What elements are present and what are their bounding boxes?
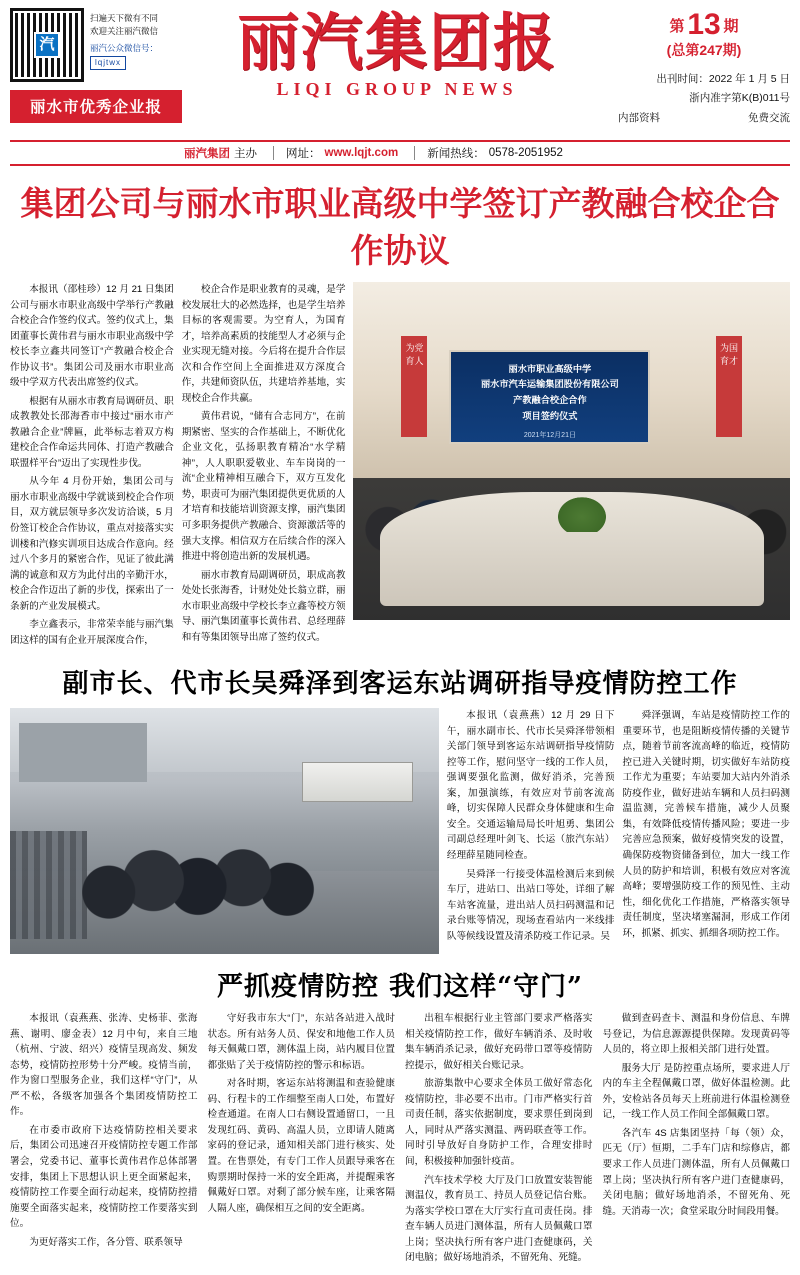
article3-column-3 [405, 1011, 593, 1269]
article2-column-2 [622, 708, 790, 954]
qr-caption-line2: 欢迎关注丽汽微信 [90, 25, 159, 36]
signing-ceremony-photo [353, 282, 790, 620]
qr-caption-line1: 扫遍天下微有不同 [90, 13, 159, 23]
paragraph: 根据有从丽水市教育局调研员、职成教教处长邵海香市中接过“丽水市产教融合企业”牌匾，此举标志着双方构建校企合作命运共同体、打造产教融合联盟样平台”迈出了实现性步伐。 [10, 395, 174, 469]
paragraph: 校企合作是职业教育的灵魂，是学校发展壮大的必然选择，也是学生培养目标的客观需要。为空育人，为国育才，培养高素质的技能型人才必须与企业实现无缝对接。今后将在提升合作层次和合作空间上全面推进双方深度合作，共建师资队伍，共建培养基地，实现校企合作共赢。 [181, 284, 346, 404]
photo-inspection-group [79, 792, 328, 935]
article3-column-2 [208, 1011, 396, 1269]
masthead-right [612, 8, 790, 136]
hotline-value: 0578-2051952 [488, 147, 563, 159]
info-bar [10, 140, 790, 166]
issue-prefix: 第 [669, 18, 685, 35]
article2-photo-wrap [10, 708, 439, 954]
hotline-label: 新闻热线： [427, 148, 485, 160]
qr-caption-line3: 丽汽公众微信号： [90, 42, 159, 53]
backdrop-line4: 项目签约仪式 [522, 410, 578, 421]
masthead [10, 8, 790, 136]
masthead-center [182, 8, 612, 136]
backdrop-line1: 丽水市职业高级中学 [508, 363, 592, 374]
paragraph: 对各时期，客运东站将测温和查验健康码、行程卡的工作细整至南人口处，布置好检查通道。在南人口右侧设置通留口，一且发现红码、黄码、高温人员，立即请人随离家码的登记录，通知相关部门进行核实、处置。在售票处，有专门工作人员跟导乘客在购票期时保持一米的安全距离，并提醒乘客佩戴好口罩。对剩了部分候车座，让乘客隔人隔人座，确保相互之间的安全距离。 [207, 1078, 395, 1214]
backdrop-line2: 丽水市汽车运输集团股份有限公司 [480, 379, 619, 390]
website-label: 网址： [286, 148, 321, 160]
article1-headline: 集团公司与丽水市职业高级中学签订产教融合校企合作协议 [20, 184, 780, 270]
qr-caption [90, 8, 182, 70]
photo-bicycles [10, 831, 87, 939]
article1-photo-wrap [353, 282, 790, 651]
paragraph: 李立鑫表示，非常荣幸能与丽汽集团这样的国有企业开展深度合作， [10, 619, 174, 646]
paragraph: 本报讯（袁燕燕）12 月 29 日下午，丽水副市长、代市长吴舜泽带领相关部门领导到客运东站调研指导疫情防控等工作，慰问坚守一线的工作人员，强调要强化监测，做好消杀，完善预案，加强演练，有效应对节前客流高峰，切实保障人民群众身体健康和生命安全。交通运输局局长叶旭勇、集团公司副总经理叶剑飞、长运（旅汽东站）经理薛星随同检查。 [446, 710, 615, 861]
excellent-enterprise-banner: 丽水市优秀企业报 [10, 90, 182, 123]
paragraph: 黄伟君说，“储有合志同方”，在前期紧密、坚实的合作基础上，不断优化企业文化，弘扬职教育精冶“水学精神”，人人职职爱敬业、车车岗岗的一流“企业精神相互融合下，双方互发化势，职责可为丽汽集团提供更优质的人才培育和技能培训资源支撑，丽汽集团可多职务提供产教融合、资源激活等的强大支撑。相信双方在后续合作的深入推进中将创造出新的发展机遇。 [181, 411, 346, 563]
paragraph: 丽水市教育局副调研员，职成高教处处长张海香，计财处处长翁立群，丽水市职业高级中学校长李立鑫等校方领导、丽汽集团董事长黄伟君、总经理薛和有等集团领导出席了签约仪式。 [181, 569, 346, 643]
article3-column-1 [10, 1011, 198, 1269]
photo-building [19, 723, 148, 782]
divider [273, 146, 274, 160]
article1-column-2 [182, 282, 346, 651]
qr-row [10, 8, 182, 82]
newspaper-title: 丽汽集团报 [236, 6, 557, 79]
paragraph: 从今年 4 月份开始，集团公司与丽水市职业高级中学就谈到校企合作项目，双方就层领导多次发访洽谈，5 月份签订校企合作协议，重点对接落实实训楼和汽修实训项目达成合作意向。经过八个多月的紧密合作，见证了彼此满满的诚意和双方为此付出的辛勤汗水，校企合作迈出了新的步伐，探索出了一条新的产业发展模式。 [10, 476, 174, 612]
free-label: 免费交流 [748, 111, 790, 124]
banner-right-text: 为国育才 [716, 336, 742, 437]
issue-suffix: 期 [723, 18, 739, 35]
stage-backdrop-screen [449, 350, 650, 445]
paragraph: 本报讯（邵桂珍）12 月 21 日集团公司与丽水市职业高级中学举行产教融合校企合作签约仪式。签约仪式上，集团董事长黄伟君与丽水市职业高级中学校长李立鑫共同签订“产教融合校企合作协议书”。集团公司及丽水市职业高级中学双方代表出席签约仪式。 [10, 284, 174, 389]
issue-line [618, 8, 790, 42]
wechat-id-chip: lqjtwx [90, 56, 126, 70]
article2-headline: 副市长、代市长吴舜泽到客运东站调研指导疫情防控工作 [62, 669, 738, 700]
paragraph: 汽车技术学校 大厅及门口放置安装智能测温仪，教育员工、持员人员登记信台账。为落实学校口罩在大厅实行直司责任岗。排查车辆人员进门测体温，所有人员佩戴口罩上岗；坚决执行所有客户进门查健康码，关闭电脑；做好场地消杀，不留死角、死缝。 [405, 1174, 593, 1264]
paragraph: 吴舜泽一行接受体温检测后来到候车厅，进站口、出站口等处，详细了解车站客流量，进出站人员扫码测温和记录台账等情况，现场查看站内一米线排队等候线设置及清杀防疫工作记录。吴 [446, 868, 615, 942]
backdrop-date: 2021年12月21日 [523, 432, 576, 440]
website-value[interactable]: www.lqjt.com [324, 147, 399, 159]
internal-label: 内部资料 [618, 111, 660, 124]
qr-code-icon[interactable] [10, 8, 84, 82]
license-number: 浙内准字第K(B)011号 [689, 92, 790, 105]
issue-number: 13 [687, 8, 721, 41]
paragraph: 本报讯（袁燕燕、张涛、史杨菲、张海燕、谢明、廖金表）12 月中旬，来自三地（杭州、宁波、绍兴）疫情呈现高发、频发态势，疫情防控形势十分严峻。疫情当前，作为窗口型服务企业，我们这样“守门”，从严不松，各级客加强各个集团疫情防控工作。 [10, 1013, 198, 1118]
paragraph: 守好我市东大“门”，东站各站进入战时状态。所有站务人员、保安和地他工作人员每天佩戴口罩，测体温上岗，站内履目位置都张贴了关于疫情防控的警示和标语。 [207, 1013, 395, 1071]
article3-column-4 [603, 1011, 791, 1269]
paragraph: 舜泽强调，车站是疫情防控工作的重要环节，也是阻断疫情传播的关键节点，随着节前客流高峰的临近，疫情防控已进入关键时期，切实做好车站防疫工作尤为重要；车站要加大站内外消杀防疫作业，做好进站车辆和人员扫码测温监测，完善候车措施，减少人员聚集，有效降低疫情传播风险；要进一步完善应急预案，做好疫情突发的设置，确保防疫物资储备到位，加大一线工作人员的防护和培训，积极有效应对客流高峰；要增强防疫工作的预见性、主动性，细化优化工作措施，严格落实领导责任制度，坚决堵塞漏洞，形成工作闭环，抓紧、抓实、抓细各项防控工作。 [622, 710, 790, 939]
article2-column-1 [447, 708, 615, 954]
issue-total: (总第247期) [666, 42, 742, 58]
article1-body [10, 282, 790, 651]
article2-body [10, 708, 790, 954]
newspaper-title-en: LIQI GROUP NEWS [276, 79, 518, 100]
photo-plant [554, 494, 610, 532]
backdrop-line3: 产教融合校企合作 [513, 394, 587, 405]
street-inspection-photo [10, 708, 439, 954]
publish-date: 出刊时间：2022 年 1 月 5 日 [656, 73, 790, 85]
banner-left-text: 为党育人 [401, 336, 427, 437]
article3-body [10, 1011, 790, 1269]
paragraph: 服务大厅 是防控重点场所，要求进人厅内的车主全程佩戴口罩，做好体温检测。此外，安检站各员每天上班前进行体温检测登记，一线工作人员工作间全部佩戴口罩。 [602, 1062, 790, 1121]
sponsor-name: 丽汽集团 [184, 148, 230, 160]
article3-headline: 严抓疫情防控 我们这样“守门” [217, 972, 583, 1003]
paragraph: 出租车根据行业主管部门要求严格落实相关疫情防控工作，做好车辆消杀、及时收集车辆消杀记录，做好充码带口罩等疫情防控提示，做好相关台账记录。 [405, 1013, 593, 1071]
paragraph: 做到查码查卡、测温和身份信息、车牌号登记，为信息源源提供保障。发现黄码等人员的，将立即上报相关部门进行处置。 [602, 1013, 790, 1056]
page-footer-space [10, 1269, 790, 1275]
paragraph: 为更好落实工作，各分管、联系领导 [29, 1236, 183, 1248]
paragraph: 在市委市政府下达疫情防控相关要求后，集团公司迅速召开疫情防控专题工作部署会，党委书记、董事长黄伟君作总体部署安排，集团上下思想认识上更全面紧起来，疫情防控工作要全面行动起来，疫情防控措施要全面落实起来，疫情防控工作要落实到位。 [10, 1124, 198, 1230]
divider [414, 146, 415, 160]
paragraph: 各汽车 4S 店集团坚持「每（领）众，匹无（厅）恒期，二手车门店和综修店，都要求工作人员进门测体温，所有人员佩戴口罩上岗；坚决执行所有客户进门查健康码，关闭电脑；做好场地消杀，不留死角、死缝。天消毒一次；食堂采取分时间段用餐。 [602, 1127, 790, 1217]
sponsor-suffix: 主办 [234, 148, 257, 160]
masthead-left [10, 8, 182, 136]
masthead-meta [618, 70, 790, 128]
qr-logo: 汽 [34, 32, 60, 58]
qr-pattern [15, 13, 79, 77]
article1-column-1 [10, 282, 174, 651]
paragraph: 旅游集散中心要求全体员工做好常态化疫情防控，非必要不出市。门市严格实行首司责任制，落实依据制度，要求票任到岗到人，同时从严落实测温、两码联查等工作。同时引导放好自身防护工作，合理安排时间，积极接种加强针疫苗。 [405, 1078, 593, 1167]
